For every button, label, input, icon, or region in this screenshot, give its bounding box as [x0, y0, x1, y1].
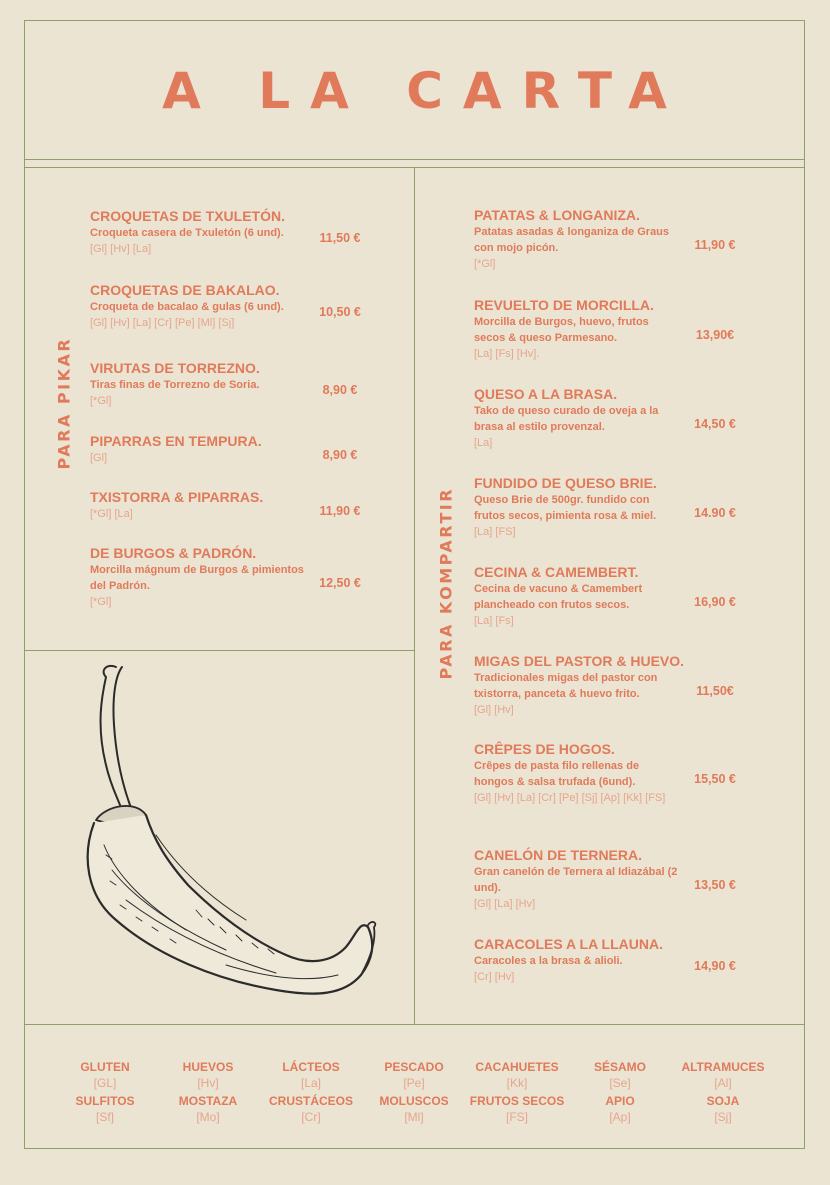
dish-allergens: [Gl] [Hv] [La] [Cr] [Pe] [Sj] [Ap] [Kk] [FS]: [474, 792, 666, 804]
allergen-code: [GL]: [93, 1076, 117, 1090]
dish-price: 8,90 €: [322, 382, 358, 397]
dish-description: Crêpes de pasta filo rellenas de hongos & salsa trufada (6und).: [474, 760, 640, 788]
divider: [414, 167, 415, 1024]
allergen-name: SÉSAMO: [593, 1060, 646, 1074]
kompartir-item: [474, 386, 679, 451]
dish-description: Gran canelón de Ternera al Idiazábal (2 und).: [474, 866, 678, 894]
dish-description: Queso Brie de 500gr. fundido con frutos secos, pimienta rosa & miel.: [474, 494, 657, 522]
allergen-entry: [359, 1093, 469, 1125]
dish-name: CROQUETAS DE TXULETÓN.: [90, 208, 285, 224]
allergen-code: [Se]: [609, 1076, 631, 1090]
dish-allergens: [*Gl]: [90, 395, 112, 407]
divider: [24, 1024, 805, 1025]
allergen-entry: [359, 1059, 469, 1091]
allergen-entry: [462, 1059, 572, 1091]
dish-name: VIRUTAS DE TORREZNO.: [90, 360, 260, 376]
allergen-entry: [565, 1093, 675, 1125]
allergen-entry: [153, 1059, 263, 1091]
dish-allergens: [*Gl]: [474, 258, 496, 270]
dish-allergens: [Gl] [Hv] [La] [Cr] [Pe] [Ml] [Sj]: [90, 317, 235, 329]
dish-name: CRÊPES DE HOGOS.: [474, 741, 615, 757]
chili-pepper-icon: [76, 655, 386, 1015]
allergen-code: [La]: [300, 1076, 321, 1090]
allergen-code: [Kk]: [506, 1076, 528, 1090]
dish-name: FUNDIDO DE QUESO BRIE.: [474, 475, 657, 491]
dish-description: Cecina de vacuno & Camembert plancheado con frutos secos.: [474, 583, 643, 611]
dish-price: 10,50 €: [319, 304, 361, 319]
dish-price: 13,90€: [695, 327, 735, 342]
allergen-code: [Ml]: [404, 1110, 424, 1124]
dish-price: 11,90 €: [319, 503, 361, 518]
allergen-entry: [256, 1093, 366, 1125]
section-title-kompartir: PARA KOMPARTIR: [436, 486, 456, 680]
allergen-name: CRUSTÁCEOS: [268, 1094, 353, 1108]
section-title-pikar: PARA PIKAR: [54, 336, 74, 470]
dish-name: PATATAS & LONGANIZA.: [474, 207, 640, 223]
dish-price: 11,50€: [696, 683, 734, 698]
allergen-name: ALTRAMUCES: [681, 1060, 765, 1074]
dish-name: PIPARRAS EN TEMPURA.: [90, 433, 262, 449]
dish-description: Tako de queso curado de oveja a la brasa al estilo provenzal.: [474, 405, 659, 433]
dish-name: CROQUETAS DE BAKALAO.: [90, 282, 280, 298]
allergen-name: GLUTEN: [80, 1060, 130, 1074]
allergen-code: [Mo]: [196, 1110, 220, 1124]
dish-allergens: [Gl] [La] [Hv]: [474, 898, 536, 910]
kompartir-item: [474, 847, 679, 912]
allergen-name: HUEVOS: [182, 1060, 234, 1074]
allergen-code: [Sf]: [95, 1110, 114, 1124]
dish-name: REVUELTO DE MORCILLA.: [474, 297, 654, 313]
dish-price: 14,50 €: [694, 416, 736, 431]
divider: [24, 650, 415, 651]
allergen-entry: [50, 1093, 160, 1125]
dish-description: Tradicionales migas del pastor con txistorra, panceta & huevo frito.: [474, 672, 658, 700]
dish-allergens: [Gl] [Hv]: [474, 704, 514, 716]
pikar-item: [90, 282, 305, 331]
dish-allergens: [*Gl] [La]: [90, 508, 133, 520]
dish-description: Caracoles a la brasa & alioli.: [474, 955, 623, 967]
dish-name: MIGAS DEL PASTOR & HUEVO.: [474, 653, 685, 669]
allergen-code: [Al]: [714, 1076, 732, 1090]
allergen-entry: [50, 1059, 160, 1091]
dish-allergens: [La]: [474, 437, 493, 449]
dish-allergens: [*Gl]: [90, 596, 112, 608]
pikar-item: [90, 433, 305, 466]
pikar-item: [90, 489, 305, 522]
kompartir-item: [474, 936, 679, 985]
allergen-entry: [153, 1093, 263, 1125]
dish-allergens: [Cr] [Hv]: [474, 971, 515, 983]
kompartir-item: [474, 564, 679, 629]
dish-allergens: [Gl]: [90, 452, 108, 464]
allergen-name: SOJA: [706, 1094, 740, 1108]
dish-price: 14,90 €: [694, 958, 736, 973]
pikar-item: [90, 360, 305, 409]
allergen-code: [Pe]: [403, 1076, 425, 1090]
allergen-entry: [462, 1093, 572, 1125]
allergen-name: LÁCTEOS: [282, 1060, 340, 1074]
kompartir-item: [474, 741, 679, 806]
allergen-name: FRUTOS SECOS: [469, 1094, 565, 1108]
allergen-entry: [668, 1059, 778, 1091]
kompartir-item: [474, 475, 679, 540]
divider: [24, 159, 805, 160]
allergen-name: APIO: [605, 1094, 635, 1108]
dish-allergens: [Gl] [Hv] [La]: [90, 243, 152, 255]
dish-description: Croqueta de bacalao & gulas (6 und).: [90, 301, 284, 313]
dish-price: 12,50 €: [319, 575, 361, 590]
dish-name: CANELÓN DE TERNERA.: [474, 847, 643, 863]
dish-price: 14.90 €: [694, 505, 736, 520]
dish-name: CECINA & CAMEMBERT.: [474, 564, 639, 580]
pikar-item: [90, 545, 305, 610]
allergen-name: MOLUSCOS: [379, 1094, 449, 1108]
allergen-code: [Ap]: [609, 1110, 631, 1124]
dish-allergens: [La] [Fs] [Hv].: [474, 348, 540, 360]
dish-name: CARACOLES A LA LLAUNA.: [474, 936, 663, 952]
kompartir-item: [474, 653, 685, 718]
dish-description: Morcilla de Burgos, huevo, frutos secos & queso Parmesano.: [474, 316, 649, 344]
allergen-entry: [668, 1093, 778, 1125]
allergen-code: [Cr]: [301, 1110, 321, 1124]
dish-description: Morcilla mágnum de Burgos & pimientos del Padrón.: [90, 564, 304, 592]
kompartir-item: [474, 297, 679, 362]
pikar-item: [90, 208, 305, 257]
allergen-name: PESCADO: [384, 1060, 444, 1074]
allergen-code: [FS]: [505, 1110, 528, 1124]
dish-price: 16,90 €: [694, 594, 736, 609]
allergen-name: SULFITOS: [75, 1094, 135, 1108]
dish-price: 13,50 €: [694, 877, 736, 892]
page-title: A LA CARTA: [162, 62, 687, 120]
allergen-name: MOSTAZA: [178, 1094, 238, 1108]
kompartir-item: [474, 207, 679, 272]
allergen-name: CACAHUETES: [475, 1060, 559, 1074]
dish-price: 15,50 €: [694, 771, 736, 786]
dish-description: Tiras finas de Torrezno de Soria.: [90, 379, 260, 391]
allergen-entry: [256, 1059, 366, 1091]
dish-description: Croqueta casera de Txuletón (6 und).: [90, 227, 284, 239]
dish-price: 8,90 €: [322, 447, 358, 462]
allergen-code: [Sj]: [714, 1110, 732, 1124]
dish-name: QUESO A LA BRASA.: [474, 386, 618, 402]
allergen-code: [Hv]: [197, 1076, 219, 1090]
dish-price: 11,50 €: [319, 230, 361, 245]
dish-description: Patatas asadas & longaniza de Graus con mojo picón.: [474, 226, 670, 254]
dish-allergens: [La] [Fs]: [474, 615, 514, 627]
dish-name: TXISTORRA & PIPARRAS.: [90, 489, 264, 505]
dish-allergens: [La] [FS]: [474, 526, 516, 538]
allergen-entry: [565, 1059, 675, 1091]
dish-price: 11,90 €: [694, 237, 736, 252]
dish-name: DE BURGOS & PADRÓN.: [90, 545, 257, 561]
